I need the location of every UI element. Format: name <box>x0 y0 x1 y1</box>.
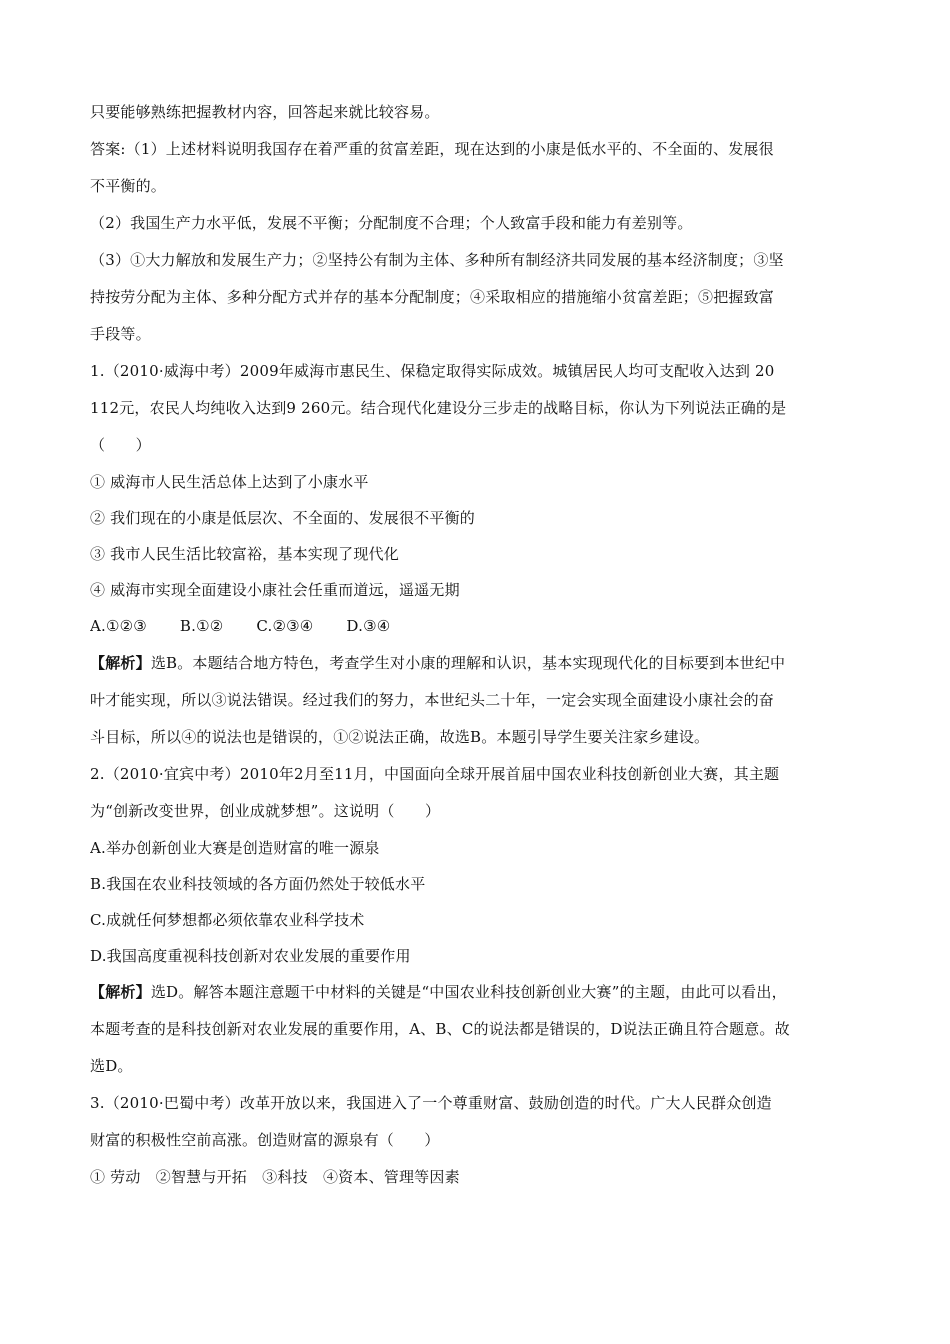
question-1-stem: 1.（2010·威海中考）2009年威海市惠民生、保稳定取得实际成效。城镇居民人均可支配收入达到 20 <box>90 362 775 380</box>
analysis-line: 本题考查的是科技创新对农业发展的重要作用，A、B、C的说法都是错误的，D说法正确且符合题意。故 <box>90 1020 790 1038</box>
option-d: D.我国高度重视科技创新对农业发展的重要作用 <box>90 947 411 965</box>
statement-items: ① 劳动 ②智慧与开拓 ③科技 ④资本、管理等因素 <box>90 1168 460 1186</box>
option-d: D.③④ <box>346 617 391 635</box>
analysis-tag: 【解析】 <box>90 983 151 1001</box>
statement-item: ② 我们现在的小康是低层次、不全面的、发展很不平衡的 <box>90 509 475 527</box>
answer-part-3: （3）①大力解放和发展生产力；②坚持公有制为主体、多种所有制经济共同发展的基本经济制度；③坚 <box>90 251 784 269</box>
option-c: C.②③④ <box>256 617 314 635</box>
option-a: A.①②③ <box>90 617 147 635</box>
text-line: 不平衡的。 <box>90 177 167 195</box>
text-line: 持按劳分配为主体、多种分配方式并存的基本分配制度；④采取相应的措施缩小贫富差距；⑤把握致富 <box>90 288 775 306</box>
answer-part-2: （2）我国生产力水平低，发展不平衡；分配制度不合理；个人致富手段和能力有差别等。 <box>90 214 693 232</box>
answer-bracket: （ ） <box>90 436 151 454</box>
text-line: 只要能够熟练把握教材内容，回答起来就比较容易。 <box>90 103 440 121</box>
option-b: B.①② <box>179 617 224 635</box>
text-line: 手段等。 <box>90 325 151 343</box>
question-1-options <box>90 608 870 645</box>
analysis-tag: 【解析】 <box>90 654 151 672</box>
question-2-stem: 为“创新改变世界，创业成就梦想”。这说明（ ） <box>90 802 441 820</box>
analysis-line <box>90 645 870 682</box>
analysis-line <box>90 974 870 1011</box>
document-page <box>90 94 870 1196</box>
question-3-stem: 财富的积极性空前高涨。创造财富的源泉有（ ） <box>90 1131 440 1149</box>
question-3-stem: 3.（2010·巴蜀中考）改革开放以来，我国进入了一个尊重财富、鼓励创造的时代。广大人民群众创造 <box>90 1094 772 1112</box>
option-c: C.成就任何梦想都必须依靠农业科学技术 <box>90 911 365 929</box>
option-b: B.我国在农业科技领域的各方面仍然处于较低水平 <box>90 875 426 893</box>
answer-line: 答案:（1）上述材料说明我国存在着严重的贫富差距，现在达到的小康是低水平的、不全面的、发展很 <box>90 140 774 158</box>
statement-item: ① 威海市人民生活总体上达到了小康水平 <box>90 473 369 491</box>
statement-item: ③ 我市人民生活比较富裕，基本实现了现代化 <box>90 545 399 563</box>
question-2-stem: 2.（2010·宜宾中考）2010年2月至11月，中国面向全球开展首届中国农业科技创新创业大赛，其主题 <box>90 765 780 783</box>
question-1-stem: 112元，农民人均纯收入达到9 260元。结合现代化建设分三步走的战略目标，你认为下列说法正确的是 <box>90 399 787 417</box>
analysis-line: 斗目标，所以④的说法也是错误的，①②说法正确，故选B。本题引导学生要关注家乡建设。 <box>90 728 710 746</box>
analysis-line: 选D。 <box>90 1057 133 1075</box>
statement-item: ④ 威海市实现全面建设小康社会任重而道远，遥遥无期 <box>90 581 460 599</box>
analysis-text: 选B。本题结合地方特色，考查学生对小康的理解和认识，基本实现现代化的目标要到本世纪中 <box>150 654 786 672</box>
analysis-line: 叶才能实现，所以③说法错误。经过我们的努力，本世纪头二十年，一定会实现全面建设小康社会的奋 <box>90 691 775 709</box>
analysis-text: 选D。解答本题注意题干中材料的关键是“中国农业科技创新创业大赛”的主题，由此可以看出， <box>150 983 787 1001</box>
option-a: A.举办创新创业大赛是创造财富的唯一源泉 <box>90 839 380 857</box>
